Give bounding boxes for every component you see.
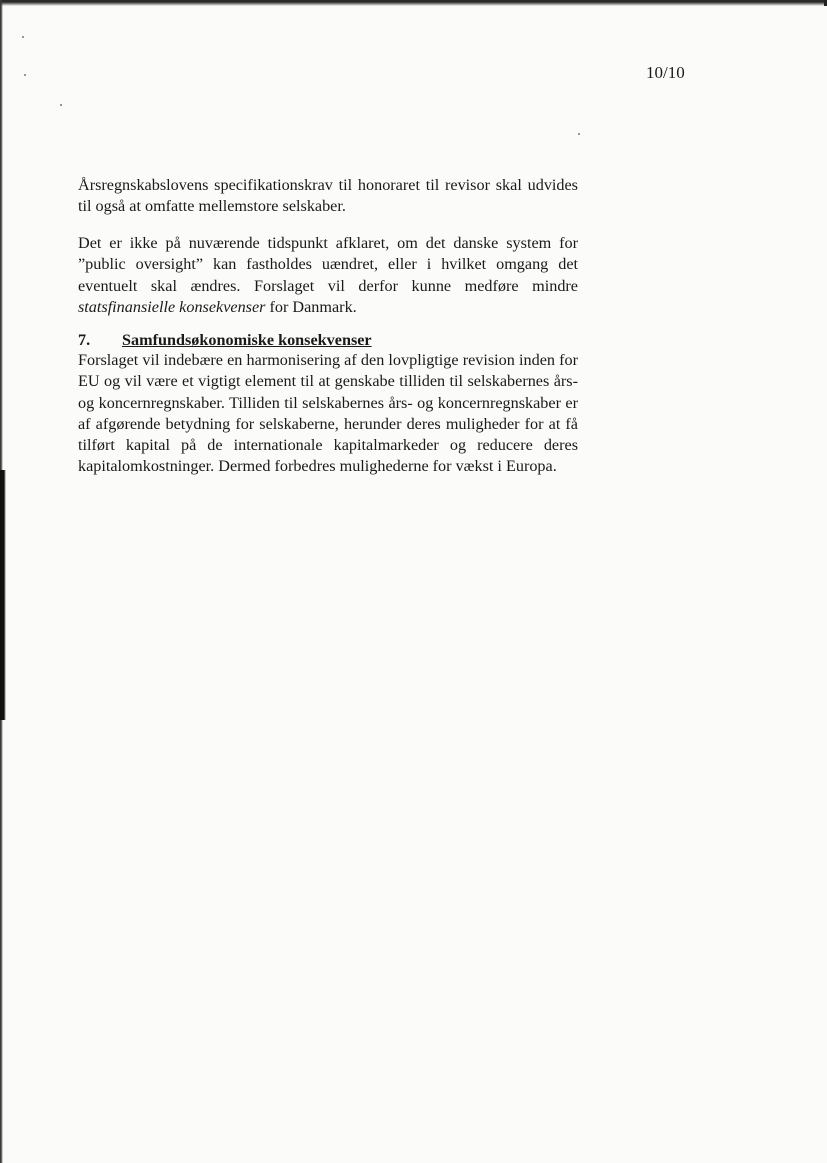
scan-left-shadow: [0, 470, 6, 720]
section-heading: [78, 330, 372, 351]
paragraph-text-end: for Danmark.: [265, 297, 357, 316]
section-title: Samfundsøkonomiske konsekvenser: [122, 331, 372, 349]
paragraph-text: Det er ikke på nuværende tidspunkt afklaret, om det danske system for ”public oversight” kan fastholdes uændret, eller i hvilket omgang det eventuelt skal ændres. Forslaget vil derfor kunne medføre mindre: [78, 234, 578, 295]
section-number: 7.: [78, 331, 91, 349]
scan-speck: [22, 36, 24, 38]
emphasis-statsfinansielle: statsfinansielle konsekvenser: [78, 297, 266, 316]
scan-speck: [60, 104, 62, 106]
paragraph-samfundsokonomi: Forslaget vil indebære en harmonisering af den lovpligtige revision inden for EU og vil være et vigtigt element til at genskabe tilliden til selskabernes års- og koncernregnskaber. Tilliden til selskabernes års- og koncernregnskaber er af afgørende betydning for selskaberne, herunder deres muligheder for at få tilført kapital på de internationale kapitalmarkeder og reducere deres kapitalomkostninger. Dermed forbedres mulighederne for vækst i Europa.: [78, 351, 578, 476]
paragraph-honorar: Årsregnskabslovens specifikationskrav til honoraret til revisor skal udvides til også at omfatte mellemstore selskaber.: [78, 176, 578, 216]
scan-speck: [24, 74, 26, 76]
scan-speck: [578, 133, 580, 135]
paragraph-public-oversight: [78, 233, 578, 318]
scan-top-edge: [0, 0, 827, 6]
page-number: 10/10: [646, 63, 685, 82]
